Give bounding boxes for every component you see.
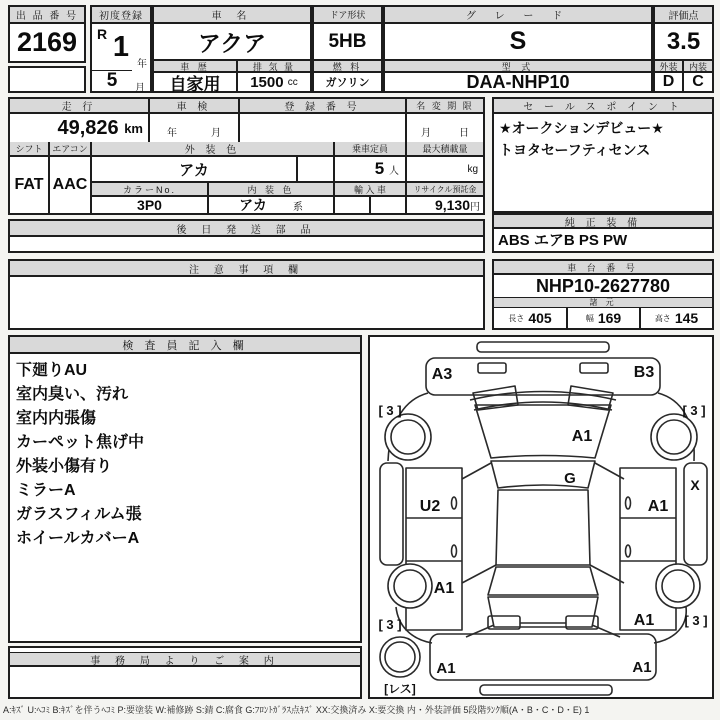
damage-left-front-door: U2 [419, 498, 441, 515]
history-value: 自家用 [154, 73, 238, 91]
int-color-name: アカ [239, 197, 267, 213]
sales-point-line2: トヨタセーフティセンス [499, 142, 651, 158]
mileage-unit: km [124, 120, 143, 136]
inspector-note-line: 下廻りAU [16, 362, 88, 379]
grade-box [383, 5, 653, 93]
spec-label: 諸 元 [494, 297, 712, 308]
left-a-pillar-line [462, 463, 491, 479]
fuel-value: ガソリン [325, 77, 370, 89]
rear-bumper-strip [480, 685, 612, 695]
sales-point-box [492, 97, 714, 213]
front-bumper-panel [426, 358, 660, 395]
damage-right-rocker: X [690, 477, 700, 493]
lot-number-value: 2169 [16, 27, 78, 57]
caution-value [10, 277, 483, 328]
int-color-value [209, 197, 335, 213]
later-parts-box [8, 219, 485, 253]
shaken-month-char: 月 [211, 128, 221, 139]
fuel-label: 燃 料 [314, 59, 381, 73]
spec-width-value: 169 [597, 310, 622, 326]
capacity-value [335, 157, 407, 183]
ext-color-extra-cell [298, 157, 335, 183]
chassis-number: NHP10-2627780 [535, 275, 671, 296]
score-value: 3.5 [666, 27, 701, 55]
tread-rear-left: [ 3 ] [378, 617, 402, 632]
sales-point-label: セ ー ル ス ポ イ ン ト [494, 99, 712, 114]
inspector-box [8, 335, 362, 643]
model-value: DAA-NHP10 [466, 71, 570, 92]
score-box [653, 5, 714, 93]
right-rear-door-handle [626, 545, 631, 557]
damage-front-bumper-left: A3 [431, 366, 453, 383]
lot-empty-cell [8, 66, 86, 93]
shaken-value [150, 114, 240, 142]
spec-height [641, 308, 712, 328]
shaken-year-char: 年 [167, 128, 177, 139]
tread-front-left: [ 3 ] [378, 403, 402, 418]
era-value: R [96, 26, 108, 42]
spec-length-value: 405 [528, 310, 552, 326]
mileage-number: 49,826 [57, 116, 119, 139]
oem-equipment-box [492, 213, 714, 253]
import-label: 輸 入 車 [335, 183, 407, 197]
spec-height-label: 高さ [654, 313, 671, 323]
left-c-pillar-line [462, 565, 496, 583]
grade-value: S [509, 27, 527, 55]
payload-label: 最大積載量 [407, 142, 483, 157]
spec-length-label: 長さ [508, 313, 525, 323]
damage-rear-bumper-left: A1 [436, 660, 456, 677]
name-day-char: 日 [459, 128, 469, 139]
door-label: ドア形状 [314, 7, 381, 24]
right-c-pillar-line [590, 565, 624, 583]
reg-no-value [240, 114, 407, 142]
spec-width-label: 幅 [585, 313, 594, 323]
windshield-panel [491, 461, 595, 488]
tire-rear-right-inner [662, 570, 694, 602]
reg-month-value: 5 [92, 70, 132, 91]
recycle-value [407, 197, 483, 213]
first-registration-label: 初度登録 [92, 7, 150, 24]
tread-rear-right: [ 3 ] [684, 613, 708, 628]
recycle-number: 9,130 [434, 197, 470, 213]
reg-year-unit: 年 [137, 59, 147, 70]
mileage-label: 走 行 [10, 99, 150, 114]
caution-label: 注 意 事 項 欄 [10, 261, 483, 277]
spare-tire-inner [385, 642, 415, 672]
exterior-grade-value: D [655, 73, 684, 91]
recycle-label: リサイクル預託金 [407, 183, 483, 197]
ac-label: エアコン [50, 142, 92, 157]
office-label: 事 務 局 よ り ご 案 内 [10, 652, 360, 667]
name-change-value [407, 114, 483, 142]
office-value [10, 669, 360, 697]
spec-height-value: 145 [674, 310, 699, 326]
mileage-value [10, 114, 150, 142]
chassis-label: 車 台 番 号 [494, 261, 712, 275]
lot-number-box [8, 5, 86, 63]
oem-equipment-label: 純 正 装 備 [494, 215, 712, 229]
import-cell-1 [335, 197, 371, 213]
model-label: 型 式 [385, 59, 651, 73]
damage-left-rear-quarter: A1 [433, 580, 455, 597]
door-value: 5HB [328, 30, 367, 52]
reg-no-label: 登 録 番 号 [240, 99, 407, 114]
tire-front-right-inner [657, 420, 691, 454]
capacity-unit: 人 [389, 165, 399, 177]
shift-label: シフト [10, 142, 50, 157]
displacement-value [238, 73, 310, 91]
tread-front-right: [ 3 ] [682, 403, 706, 418]
payload-value: kg [407, 157, 483, 183]
cowl-arc-2 [474, 402, 612, 410]
inspector-note-line: カーペット焦げ中 [16, 434, 145, 451]
lot-number-label: 出 品 番 号 [10, 7, 84, 24]
name-month-char: 月 [421, 128, 431, 139]
ext-color-value: アカ [92, 157, 298, 183]
spec-length [494, 308, 568, 328]
score-label: 評価点 [655, 7, 712, 24]
recycle-unit: 円 [470, 201, 480, 213]
exterior-grade-label: 外装 [655, 59, 684, 73]
left-rear-door-handle [452, 545, 457, 557]
shift-value: FAT [10, 157, 50, 213]
oem-equipment-value: ABS エアB PS PW [498, 231, 628, 249]
color-no-value: 3P0 [92, 197, 209, 213]
history-label: 車 歴 [154, 59, 238, 73]
right-front-door-handle [626, 497, 631, 509]
caution-box [8, 259, 485, 330]
displacement-unit: cc [287, 76, 298, 88]
inspector-note-line: ミラーA [16, 482, 76, 499]
rear-bumper-panel [430, 634, 656, 680]
tire-rear-left-inner [394, 570, 426, 602]
reg-month-unit: 月 [135, 83, 145, 94]
damage-right-rear-quarter: A1 [633, 612, 655, 629]
int-color-label: 内 装 色 [209, 183, 335, 197]
front-bumper-strip [477, 342, 609, 352]
capacity-label: 乗車定員 [335, 142, 407, 157]
damage-rear-bumper-right: A1 [632, 659, 652, 676]
damage-hood: A1 [571, 428, 593, 445]
reg-year-value: 1 [112, 30, 130, 63]
damage-front-bumper-right: B3 [633, 364, 655, 381]
name-change-label: 名 変 期 限 [407, 99, 483, 114]
ext-color-label: 外 装 色 [92, 142, 335, 157]
right-rear-fender-line [654, 607, 686, 643]
ac-value: AAC [50, 157, 92, 213]
int-color-suffix: 系 [292, 201, 303, 213]
capacity-number: 5 [374, 159, 385, 178]
vehicle-diagram [370, 337, 712, 697]
shaken-label: 車 検 [150, 99, 240, 114]
color-no-label: カラーNo. [92, 183, 209, 197]
left-front-door-handle [452, 497, 457, 509]
roof-panel [496, 490, 590, 565]
later-parts-label: 後 日 発 送 部 品 [10, 221, 483, 237]
inspector-note-line: 室内内張傷 [16, 410, 97, 427]
later-parts-value [10, 237, 483, 251]
inspector-note-line: ホイールカバーA [16, 530, 140, 547]
front-fog-right [580, 363, 608, 373]
right-quarter-line [592, 625, 620, 637]
tire-front-left-inner [391, 420, 425, 454]
left-quarter-line [466, 625, 494, 637]
car-name-value: アクア [197, 30, 267, 56]
door-box [312, 5, 383, 93]
displacement-number: 1500 [250, 73, 284, 91]
sales-point-line1: ★オークションデビュー★ [499, 120, 664, 136]
import-cell-2 [371, 197, 407, 213]
chassis-box [492, 259, 714, 330]
car-name-label: 車 名 [154, 7, 310, 24]
interior-grade-value: C [692, 73, 704, 90]
displacement-label: 排 気 量 [238, 59, 310, 73]
rear-glass-panel [488, 567, 598, 595]
damage-windshield: G [564, 470, 576, 487]
inspector-label: 検 査 員 記 入 欄 [10, 337, 360, 354]
details-box [8, 97, 485, 215]
inspector-note-line: 外装小傷有り [16, 458, 113, 475]
interior-grade-label: 内装 [684, 59, 712, 73]
inspector-note-line: 室内臭い、汚れ [16, 386, 129, 403]
damage-right-front-door: A1 [647, 498, 669, 515]
car-name-box [152, 5, 312, 93]
damage-code-legend: A:ｷｽﾞ U:ﾍｺﾐ B:ｷｽﾞを伴うﾍｺﾐ P:要塗装 W:補修跡 S:錆 C:腐食 G:ﾌﾛﾝﾄｶﾞﾗｽ点ｷｽﾞ XX:交換済み X:要交換 内・外装評価 5段階ﾗﾝｸ順(A・B・C・D・E) 1 [3, 705, 590, 715]
office-box [8, 646, 362, 699]
spare-tire-label: [レス] [384, 682, 416, 696]
left-rocker-panel [380, 463, 403, 565]
first-registration-box [90, 5, 152, 93]
inspector-notes [16, 359, 144, 551]
spec-width [568, 308, 641, 328]
inspector-note-line: ガラスフィルム張 [16, 506, 142, 523]
vehicle-diagram-box [368, 335, 714, 699]
grade-label: グ レ ー ド [385, 7, 651, 24]
front-fog-left [478, 363, 506, 373]
